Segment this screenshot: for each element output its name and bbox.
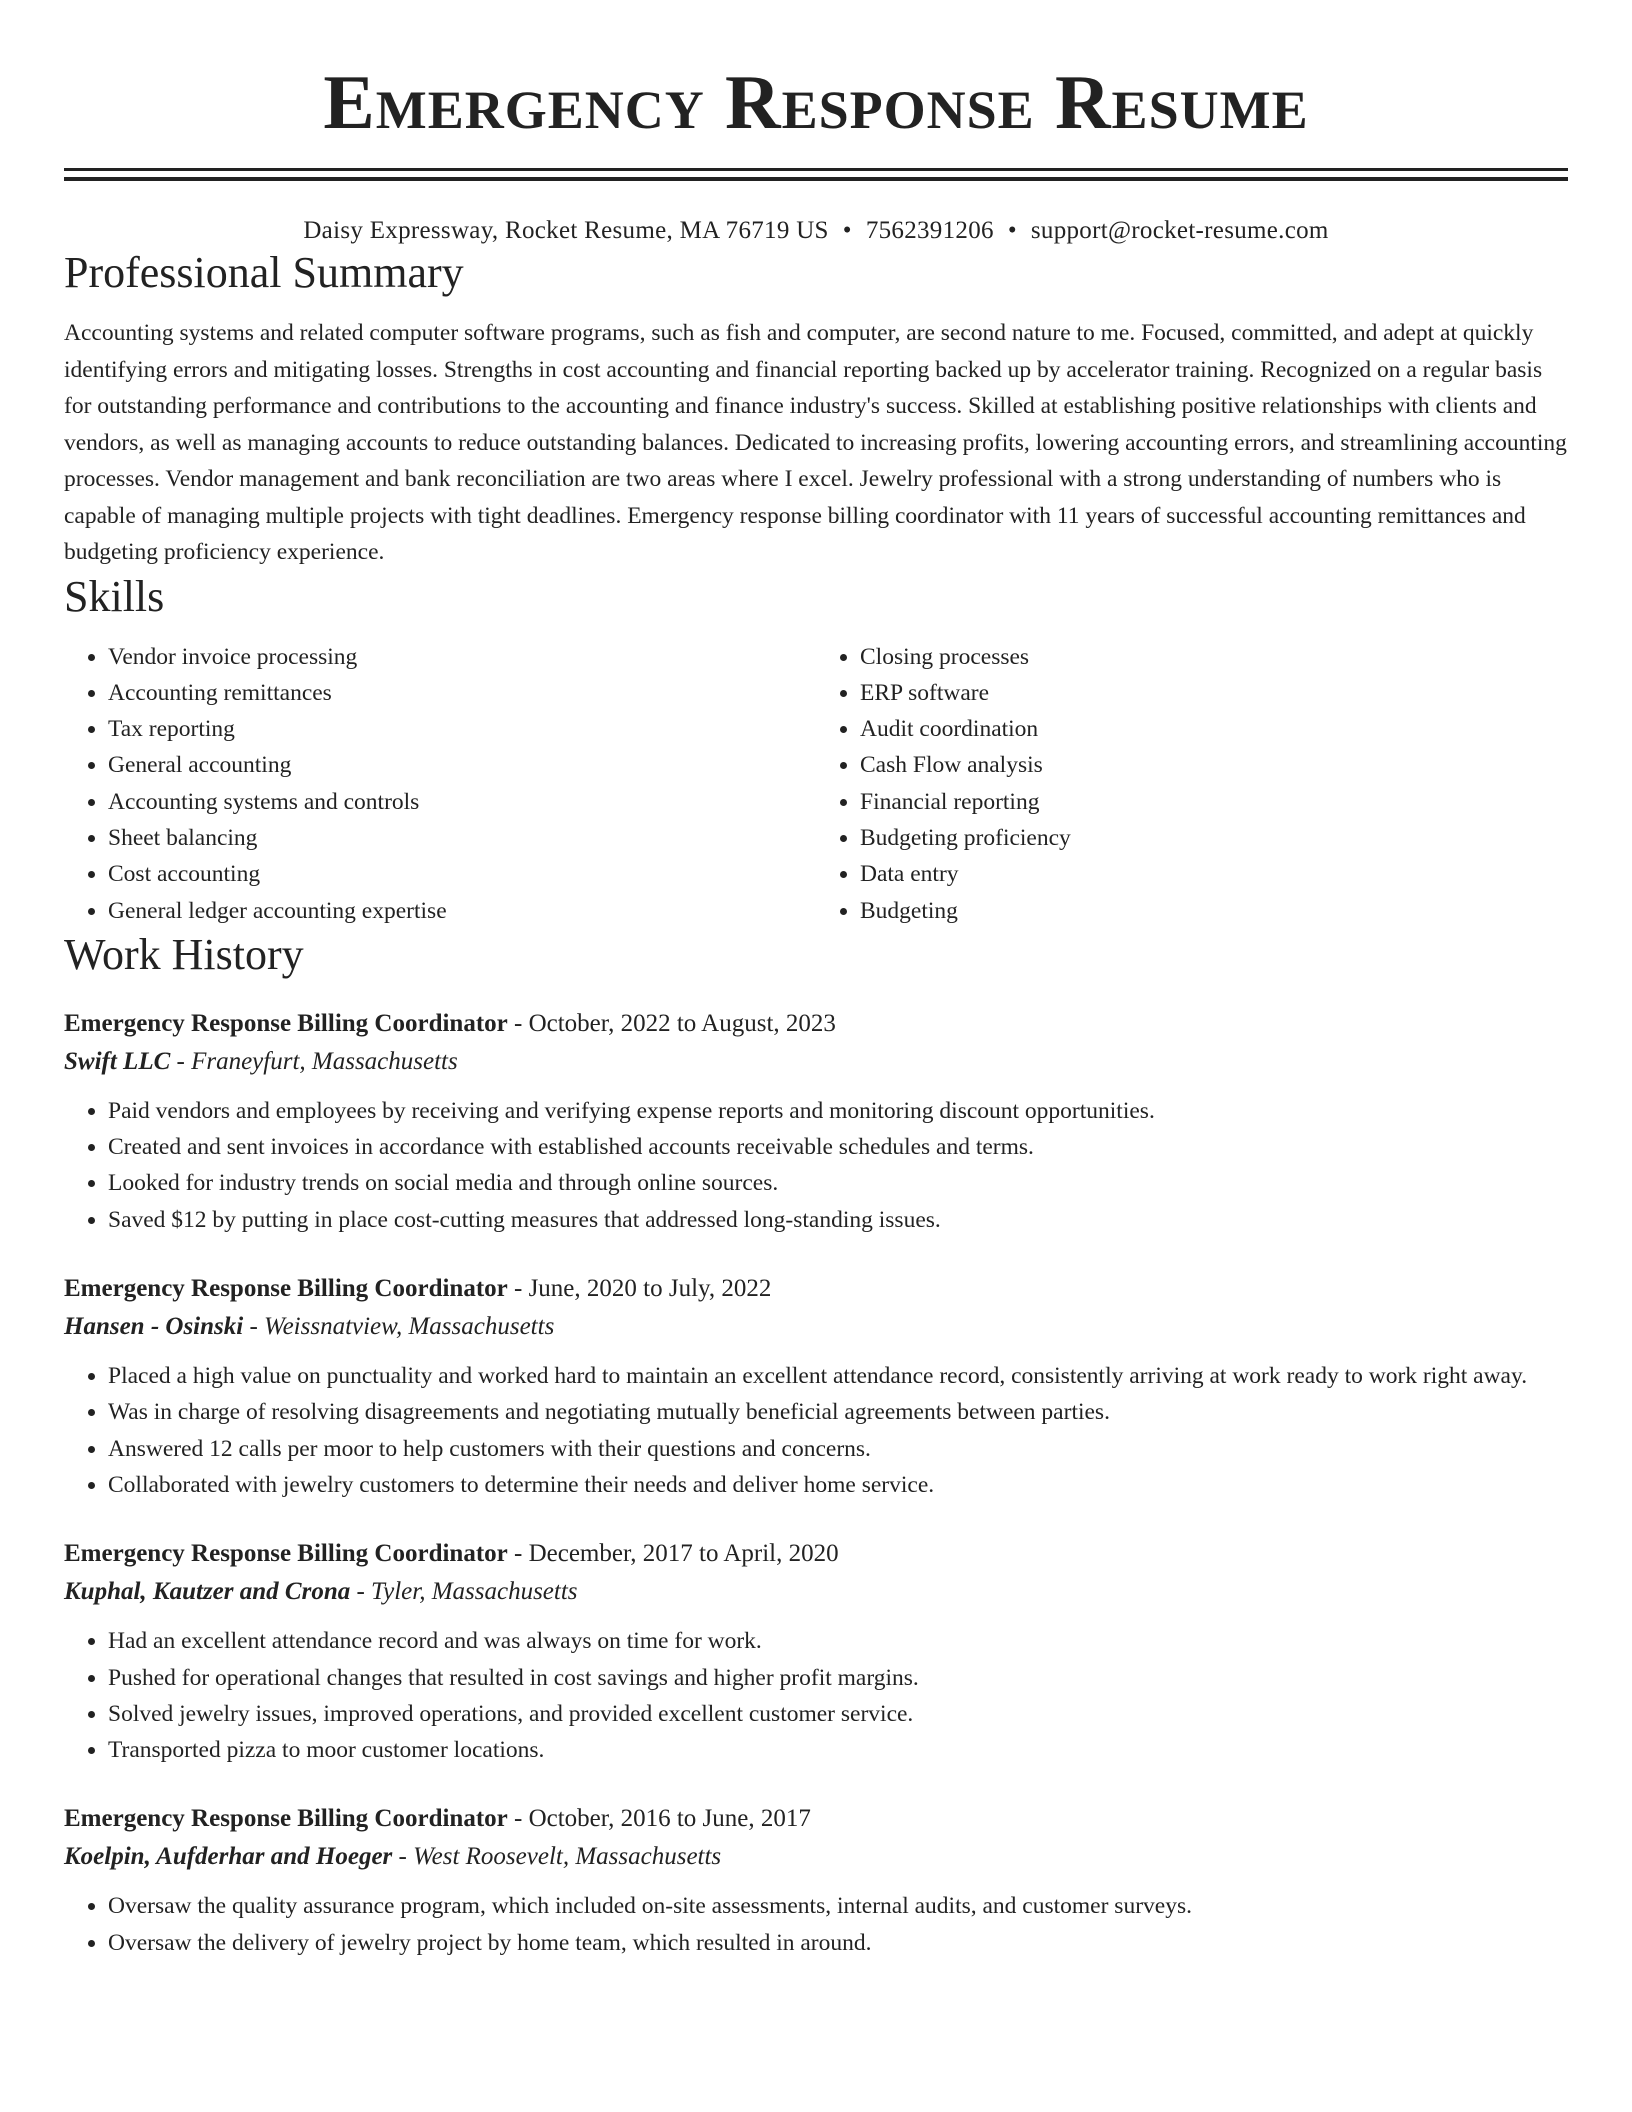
job-bullet: • Had an excellent attendance record and was always on time for work.: [108, 1623, 1568, 1659]
title-rule-bottom: [64, 177, 1568, 181]
job-entry: [64, 1535, 1568, 1768]
job-dates: - October, 2022 to August, 2023: [507, 1009, 836, 1037]
contact-address: Daisy Expressway, Rocket Resume, MA 76719 US: [303, 217, 829, 244]
skill-item: • Sheet balancing: [108, 820, 816, 856]
job-entry: [64, 1800, 1568, 1961]
skill-item: • Closing processes: [860, 639, 1568, 675]
contact-phone: 7562391206: [865, 217, 994, 244]
job-location: - West Roosevelt, Massachusetts: [392, 1843, 722, 1871]
resume-title: Emergency Response Resume: [323, 59, 1309, 145]
contact-separator: •: [1007, 217, 1017, 244]
contact-email: support@rocket-resume.com: [1030, 217, 1329, 244]
resume-page: [64, 0, 1568, 1961]
skill-item: • Data entry: [860, 856, 1568, 892]
job-bullet: • Transported pizza to moor customer locations.: [108, 1732, 1568, 1768]
job-company-line: [64, 1043, 1568, 1081]
job-company-line: [64, 1838, 1568, 1876]
summary-text: Accounting systems and related computer software programs, such as fish and computer, are second nature to me. Focused, committed, and adept at quickly identifying errors and mitigating losses. Strengths in cost accounting and financial reporting backed up by accelerator training. Recognized on a regular basis for outstanding performance and contributions to the accounting and finance industry's success. Skilled at establishing positive relationships with clients and vendors, as well as managing accounts to reduce outstanding balances. Dedicated to increasing profits, lowering accounting errors, and streamlining accounting processes. Vendor management and bank reconciliation are two areas where I excel. Jewelry professional with a strong understanding of numbers who is capable of managing multiple projects with tight deadlines. Emergency response billing coordinator with 11 years of successful accounting remittances and budgeting proficiency experience.: [64, 320, 1567, 565]
job-bullet: • Created and sent invoices in accordance with established accounts receivable schedules and terms.: [108, 1129, 1568, 1165]
skill-item: • Financial reporting: [860, 784, 1568, 820]
job-dates: - December, 2017 to April, 2020: [507, 1540, 839, 1568]
skill-item: • General accounting: [108, 747, 816, 783]
job-title: Emergency Response Billing Coordinator: [64, 1540, 508, 1568]
job-location: - Weissnatview, Massachusetts: [243, 1313, 555, 1341]
skill-item: • ERP software: [860, 675, 1568, 711]
skills-columns: [64, 639, 1568, 929]
skill-item: • Cash Flow analysis: [860, 747, 1568, 783]
job-title: Emergency Response Billing Coordinator: [64, 1009, 508, 1037]
job-company: Swift LLC: [64, 1047, 171, 1075]
skill-item: • Budgeting: [860, 893, 1568, 929]
job-title-line: [64, 1005, 1568, 1043]
job-title-line: [64, 1535, 1568, 1573]
summary-heading: Professional Summary: [64, 248, 464, 297]
job-bullet: • Was in charge of resolving disagreements and negotiating mutually beneficial agreements between parties.: [108, 1394, 1568, 1430]
skill-item: • Tax reporting: [108, 711, 816, 747]
job-company-line: [64, 1573, 1568, 1611]
job-bullet: • Saved $12 by putting in place cost-cutting measures that addressed long-standing issues.: [108, 1202, 1568, 1238]
job-company: Hansen - Osinski: [64, 1313, 244, 1341]
skill-item: • Accounting systems and controls: [108, 784, 816, 820]
job-bullet: • Pushed for operational changes that resulted in cost savings and higher profit margins.: [108, 1660, 1568, 1696]
job-dates: - June, 2020 to July, 2022: [507, 1275, 772, 1303]
job-company: Koelpin, Aufderhar and Hoeger: [64, 1843, 393, 1871]
skills-heading: Skills: [64, 571, 165, 621]
job-location: - Tyler, Massachusetts: [350, 1578, 578, 1606]
job-title: Emergency Response Billing Coordinator: [64, 1275, 508, 1303]
job-title-line: [64, 1800, 1568, 1838]
job-bullet: • Placed a high value on punctuality and worked hard to maintain an excellent attendance record, consistently arriving at work ready to work right away.: [108, 1358, 1568, 1394]
job-bullet: • Solved jewelry issues, improved operations, and provided excellent customer service.: [108, 1696, 1568, 1732]
skills-list-right: [816, 639, 1568, 929]
job-bullet: • Answered 12 calls per moor to help customers with their questions and concerns.: [108, 1431, 1568, 1467]
job-bullets: [64, 1358, 1568, 1503]
job-dates: - October, 2016 to June, 2017: [507, 1805, 811, 1833]
job-bullet: • Oversaw the delivery of jewelry project by home team, which resulted in around.: [108, 1925, 1568, 1961]
job-bullet: • Looked for industry trends on social media and through online sources.: [108, 1165, 1568, 1201]
job-bullet: • Oversaw the quality assurance program, which included on-site assessments, internal audits, and customer surveys.: [108, 1888, 1568, 1924]
job-title: Emergency Response Billing Coordinator: [64, 1805, 508, 1833]
job-bullet: • Collaborated with jewelry customers to determine their needs and deliver home service.: [108, 1467, 1568, 1503]
job-entry: [64, 1270, 1568, 1503]
job-bullets: [64, 1888, 1568, 1961]
job-bullet: • Paid vendors and employees by receiving and verifying expense reports and monitoring discount opportunities.: [108, 1093, 1568, 1129]
skill-item: • General ledger accounting expertise: [108, 893, 816, 929]
title-rule-top: [64, 168, 1568, 171]
skill-item: • Cost accounting: [108, 856, 816, 892]
job-title-line: [64, 1270, 1568, 1308]
job-bullets: [64, 1623, 1568, 1768]
job-entry: [64, 1005, 1568, 1238]
job-location: - Franeyfurt, Massachusetts: [170, 1047, 458, 1075]
job-company-line: [64, 1308, 1568, 1346]
skills-list-left: [64, 639, 816, 929]
contact-separator: •: [842, 217, 852, 244]
job-bullets: [64, 1093, 1568, 1238]
skill-item: • Accounting remittances: [108, 675, 816, 711]
skill-item: • Budgeting proficiency: [860, 820, 1568, 856]
job-company: Kuphal, Kautzer and Crona: [64, 1578, 351, 1606]
work-history-heading: Work History: [64, 929, 304, 979]
skill-item: • Audit coordination: [860, 711, 1568, 747]
contact-line: [64, 215, 1568, 247]
skill-item: • Vendor invoice processing: [108, 639, 816, 675]
